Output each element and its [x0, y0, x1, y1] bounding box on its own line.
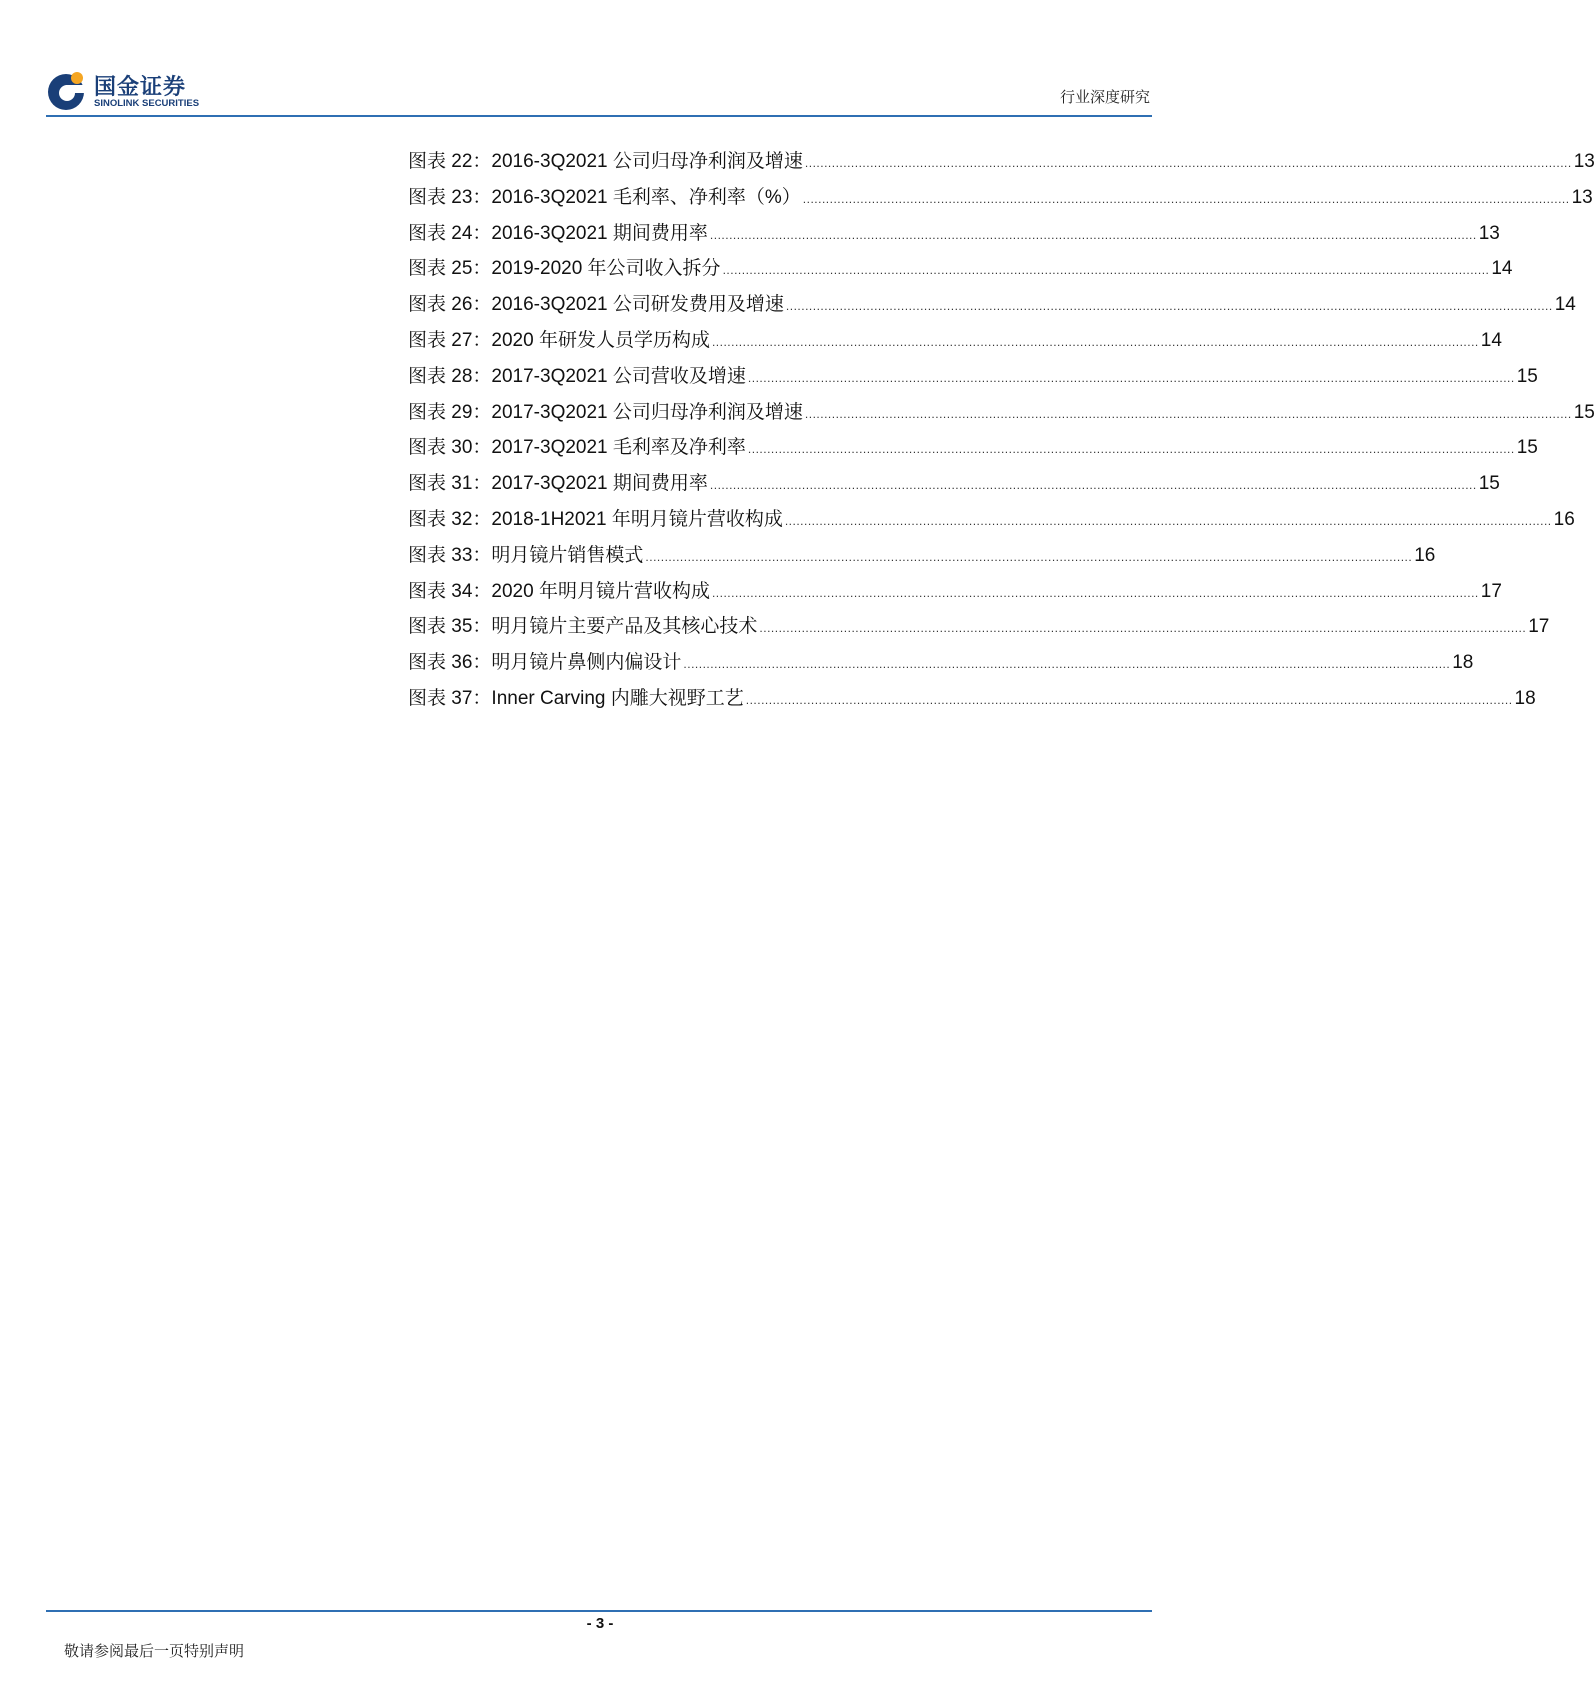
- toc-dot-leader: ........................................................................................................................................................................................................: [785, 299, 1553, 314]
- toc-entry-page: 16: [1414, 544, 1436, 566]
- toc-entry-page: 18: [1514, 687, 1536, 709]
- toc-entry[interactable]: [408, 611, 1550, 647]
- toc-dot-leader: ........................................................................................................................................................................................................: [759, 621, 1527, 636]
- toc-entry-page: 15: [1516, 365, 1538, 387]
- toc-entry-page: 14: [1491, 258, 1513, 280]
- toc-entry[interactable]: [408, 647, 1474, 683]
- toc-entry-label: 图表 22：2016-3Q2021 公司归母净利润及增速: [408, 151, 803, 172]
- toc-entry[interactable]: [408, 432, 1538, 468]
- logo-english-name: SINOLINK SECURITIES: [94, 98, 200, 109]
- toc-dot-leader: ........................................................................................................................................................................................................: [709, 478, 1477, 493]
- toc-entry-page: 13: [1478, 222, 1500, 244]
- toc-entry-page: 13: [1571, 186, 1593, 208]
- toc-dot-leader: ........................................................................................................................................................................................................: [804, 156, 1572, 170]
- toc-dot-leader: ........................................................................................................................................................................................................: [745, 692, 1513, 707]
- toc-entry-label: 图表 33：明月镜片销售模式: [408, 544, 644, 566]
- toc-entry-label: 图表 24：2016-3Q2021 期间费用率: [408, 222, 708, 244]
- toc-entry-page: 17: [1528, 616, 1550, 638]
- toc-entry-page: 18: [1452, 652, 1474, 674]
- toc-entry[interactable]: [408, 253, 1513, 289]
- toc-dot-leader: ........................................................................................................................................................................................................: [683, 657, 1451, 672]
- toc-entry[interactable]: [408, 361, 1538, 397]
- toc-entry-page: 15: [1573, 401, 1595, 423]
- toc-entry-page: 16: [1553, 508, 1575, 530]
- toc-entry-label: 图表 34：2020 年明月镜片营收构成: [408, 580, 710, 602]
- toc-entry-page: 15: [1516, 437, 1538, 459]
- toc-entry-page: 14: [1554, 294, 1576, 316]
- toc-dot-leader: ........................................................................................................................................................................................................: [709, 227, 1477, 242]
- toc-entry-page: 15: [1478, 473, 1500, 495]
- footer-divider: [46, 1610, 1152, 1612]
- toc-entry-label: 图表 30：2017-3Q2021 毛利率及净利率: [408, 437, 746, 459]
- toc-entry-label: 图表 27：2020 年研发人员学历构成: [408, 329, 710, 351]
- toc-entry-page: 17: [1480, 580, 1502, 602]
- toc-dot-leader: ........................................................................................................................................................................................................: [711, 585, 1479, 600]
- toc-entry-label: 图表 25：2019-2020 年公司收入拆分: [408, 258, 721, 280]
- figure-table-of-contents: [408, 146, 1595, 719]
- toc-dot-leader: ........................................................................................................................................................................................................: [711, 334, 1479, 349]
- report-type-label: 行业深度研究: [1059, 88, 1150, 106]
- header-divider: [46, 115, 1152, 117]
- toc-entry[interactable]: [408, 683, 1536, 719]
- toc-dot-leader: ........................................................................................................................................................................................................: [747, 442, 1515, 457]
- toc-entry[interactable]: [408, 576, 1502, 612]
- toc-entry-label: 图表 26：2016-3Q2021 公司研发费用及增速: [408, 294, 784, 316]
- toc-entry[interactable]: [408, 182, 1593, 218]
- toc-entry-label: 图表 31：2017-3Q2021 期间费用率: [408, 473, 708, 495]
- toc-entry[interactable]: [408, 325, 1502, 361]
- toc-entry[interactable]: [408, 289, 1576, 325]
- disclaimer-note: 敬请参阅最后一页特别声明: [64, 1642, 245, 1660]
- toc-entry-page: 14: [1480, 329, 1502, 351]
- toc-entry[interactable]: [408, 504, 1575, 540]
- toc-entry[interactable]: [408, 397, 1595, 433]
- toc-entry[interactable]: [408, 218, 1500, 254]
- toc-dot-leader: ........................................................................................................................................................................................................: [747, 370, 1515, 385]
- toc-entry[interactable]: [408, 146, 1595, 182]
- logo-chinese-name: 国金证券: [94, 75, 187, 100]
- toc-dot-leader: ........................................................................................................................................................................................................: [645, 549, 1413, 564]
- page-number: - 3 -: [586, 1615, 614, 1632]
- toc-entry-label: 图表 32：2018-1H2021 年明月镜片营收构成: [408, 508, 783, 530]
- toc-entry-label: 图表 36：明月镜片鼻侧内偏设计: [408, 652, 682, 674]
- toc-dot-leader: ........................................................................................................................................................................................................: [722, 263, 1490, 278]
- toc-entry[interactable]: [408, 540, 1436, 576]
- sinolink-logo-icon: [46, 70, 88, 112]
- company-logo: [46, 68, 226, 116]
- toc-dot-leader: ........................................................................................................................................................................................................: [802, 191, 1570, 206]
- toc-dot-leader: ........................................................................................................................................................................................................: [784, 513, 1552, 528]
- toc-entry-label: 图表 37：Inner Carving 内雕大视野工艺: [408, 687, 744, 709]
- toc-entry-page: 13: [1573, 151, 1595, 172]
- toc-entry-label: 图表 23：2016-3Q2021 毛利率、净利率（%）: [408, 186, 801, 208]
- toc-entry[interactable]: [408, 468, 1500, 504]
- toc-entry-label: 图表 29：2017-3Q2021 公司归母净利润及增速: [408, 401, 803, 423]
- toc-dot-leader: ........................................................................................................................................................................................................: [804, 406, 1572, 421]
- toc-entry-label: 图表 28：2017-3Q2021 公司营收及增速: [408, 365, 746, 387]
- toc-entry-label: 图表 35：明月镜片主要产品及其核心技术: [408, 616, 758, 638]
